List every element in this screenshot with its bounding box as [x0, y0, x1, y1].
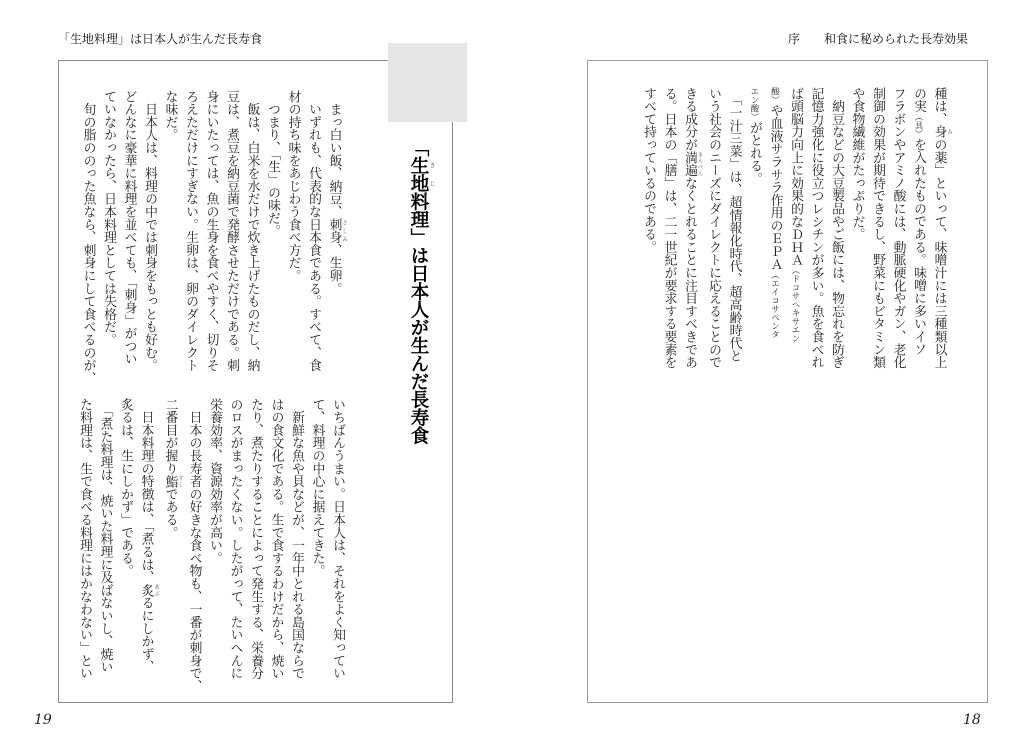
page-number-right: 18	[963, 712, 981, 728]
text-column: 酸）や血液サラサラ作用のＥＰＡ（エイコサペンタ	[767, 87, 783, 339]
text-column: 日本人は、料理の中では刺身をもっとも好む。	[142, 90, 157, 372]
ruby-annotated-word: 生地 きじ	[408, 156, 435, 192]
text-column: いずれも、代表的な日本食である。すべて、食	[306, 90, 321, 372]
left-page-bottom-tier	[74, 398, 348, 693]
left-page-top-tier	[77, 90, 347, 385]
page-number-left: 19	[34, 712, 52, 728]
right-page-top-tier	[638, 87, 953, 377]
text-column: のロスがまったくない。したがって、たいへんに	[227, 398, 243, 680]
text-column: 栄養効率、資源効率が高い。	[207, 398, 222, 565]
text-column: いう社会のニーズにダイレクトに応えることので	[706, 87, 721, 369]
text-column: フラボンやアミノ酸には、動脈硬化やガン、老化	[890, 87, 906, 369]
text-column: 「煮た料理は、焼いた料理に及ばないし、焼い	[97, 398, 113, 674]
text-column: つまり、「生」の味だ。	[265, 90, 280, 238]
running-head-left: 「生地料理」は日本人が生んだ長寿食	[58, 32, 263, 46]
text-column: 納豆などの大豆製品やご飯には、物忘れを防ぎ	[829, 87, 844, 369]
text-column: 種は、身 みの薬」といって、味噌汁には三種類以上	[931, 87, 952, 369]
text-column: エン酸）がとれる。	[747, 87, 762, 185]
text-column: 材の持ち味をあじわう食べ方だ。	[285, 90, 301, 282]
text-column: 炙るは、生にしかず」である。	[118, 398, 133, 578]
text-column: 「一汁三菜」は、超情報化時代、超高齢時代と	[726, 87, 742, 363]
text-column: た料理は、生で食べる料理にはかなわない」とい	[77, 398, 92, 680]
parenthetical-note: （エイコサペンタ	[769, 270, 780, 339]
ruby-annotated-word: 身 み	[931, 125, 952, 139]
text-column: 身にいたっては、魚の生身を食べやすく、切りそ	[203, 90, 219, 372]
text-column: る。日本の「膳」は、二一世紀が要求する要素を	[661, 87, 677, 369]
text-column: 日本の長寿者の好きな食べ物も、一番が刺身で、	[186, 398, 202, 693]
text-column: ろえただけにすぎない。生卵は、卵のダイレクト	[183, 90, 198, 372]
text-column: 二番目が握り鮨 すしである。	[162, 398, 183, 539]
parenthetical-note: エン酸）	[749, 87, 759, 121]
ruby-annotated-word: 鮨 すし	[162, 474, 183, 488]
ruby-annotated-word: 刺身 さしみ	[326, 218, 347, 244]
text-column: や食物繊維がたっぷりだ。	[849, 87, 865, 241]
parenthetical-note: （ドコサヘキサエン	[790, 266, 800, 343]
section-title-tab	[388, 43, 467, 122]
text-column: すべて持っているのである。	[641, 87, 656, 254]
section-headline: 「生地 きじ料理」は日本人が生んだ長寿食	[408, 138, 435, 444]
text-column: ば頭脳力向上に効果的なＤＨＡ（ドコサヘキサエン	[788, 87, 803, 343]
text-column: 飯は、白米を水だけで炊き上げたものだし、納	[244, 90, 260, 372]
parenthetical-note: （具）	[913, 112, 923, 139]
text-column: きる成分が満遍 まんべんなくとれることに注目すべきであ	[682, 87, 703, 369]
text-column: 豆は、煮豆を納豆菌で発酵させただけである。刺	[224, 90, 239, 372]
text-column: 新鮮な魚や貝などが、一年中とれる島国ならで	[289, 398, 304, 680]
text-column: 記憶力強化に役立つレシチンが多い。魚を食べれ	[808, 87, 824, 369]
text-column: まっ白い飯、納豆、刺身 さしみ、生卵。	[326, 90, 347, 295]
text-column: たり、煮たりすることによって発生する、栄養分	[248, 398, 263, 680]
parenthetical-note: 酸）	[769, 87, 780, 104]
ruby-annotated-word: 炙 あぶ	[138, 583, 159, 597]
ruby-annotated-word: 満遍 まんべん	[682, 151, 703, 177]
text-column: いちばんうまい。日本人は、それをよく知ってい	[330, 398, 345, 680]
text-column: ていなかったら、日本料理としては失格だ。	[101, 90, 116, 346]
text-column: はの食文化である。生で食するわけだから、焼い	[268, 398, 284, 680]
text-column: 制御の効果が期待できるし、野菜にもビタミン類	[870, 87, 885, 369]
text-column: て、料理の中心に据えてきた。	[309, 398, 325, 578]
text-column: どんなに豪華に料理を並べても、「刺身」がつい	[121, 90, 137, 366]
running-head-right: 序 和食に秘められた長寿効果	[787, 32, 968, 46]
text-column: 日本料理の特徴は、「煮るは、炙 あぶるにしかず、	[138, 398, 159, 674]
text-column: な味だ。	[162, 90, 178, 142]
text-column: 旬の脂ののった魚なら、刺身にして食べるのが、	[80, 90, 96, 385]
text-column: の実（具）を入れたものである。味噌に多いイソ	[911, 87, 926, 356]
